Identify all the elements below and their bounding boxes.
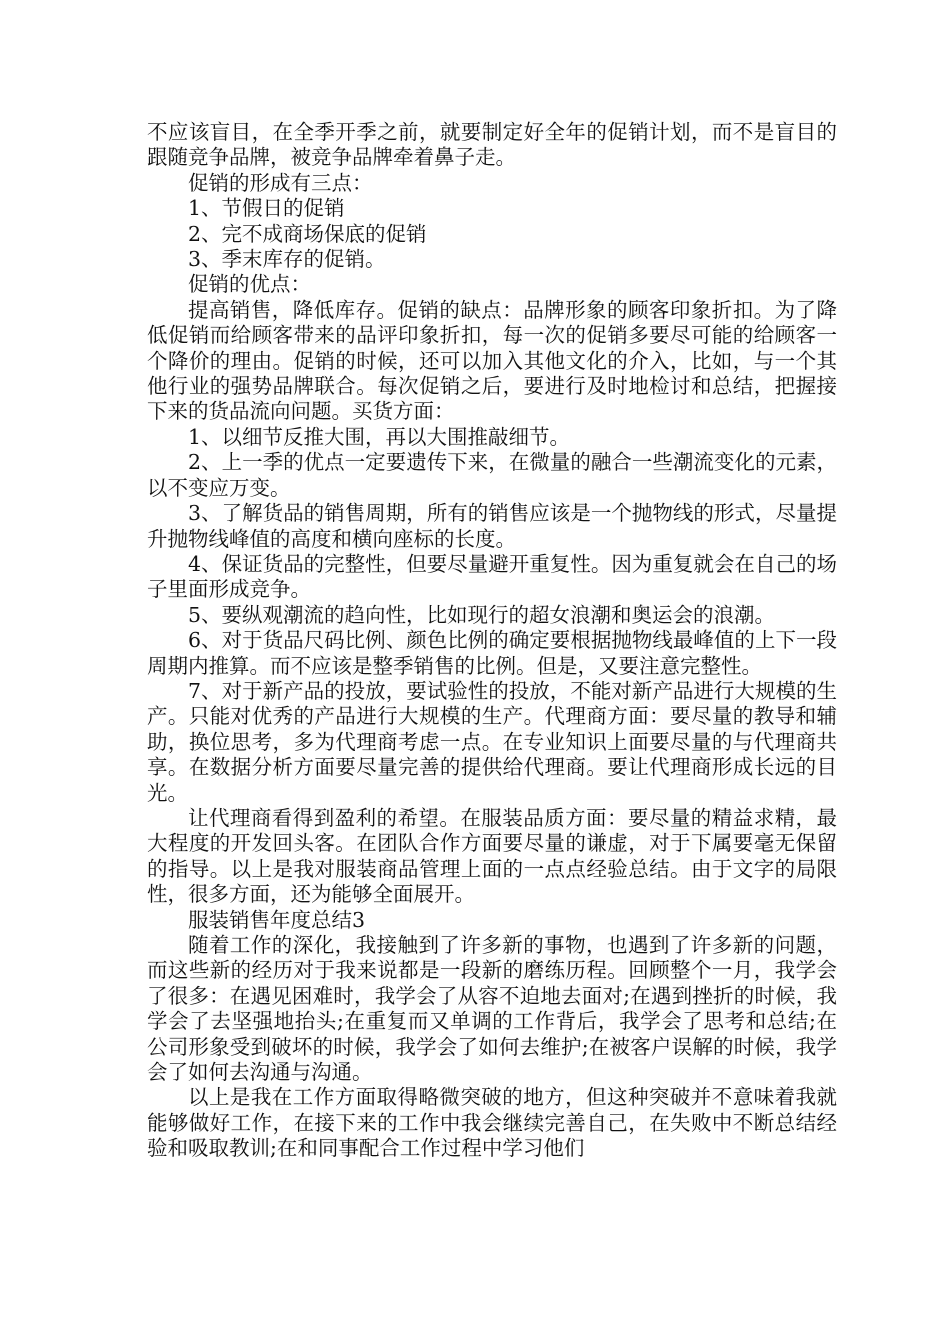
list-item: 7、对于新产品的投放，要试验性的投放，不能对新产品进行大规模的生产。只能对优秀的产品进行大规模的生产。代理商方面：要尽量的教导和辅助，换位思考，多为代理商考虑一点。在专业知识上面要尽量的与代理商共享。在数据分析方面要尽量完善的提供给代理商。要让代理商形成长远的目光。	[147, 678, 837, 805]
paragraph: 以上是我在工作方面取得略微突破的地方，但这种突破并不意味着我就能够做好工作，在接下来的工作中我会继续完善自己，在失败中不断总结经验和吸取教训;在和同事配合工作过程中学习他们	[147, 1085, 837, 1161]
list-item: 5、要纵观潮流的趋向性，比如现行的超女浪潮和奥运会的浪潮。	[188, 602, 776, 627]
paragraph: 不应该盲目，在全季开季之前，就要制定好全年的促销计划，而不是盲目的跟随竞争品牌，被竞争品牌牵着鼻子走。	[147, 120, 837, 170]
document-page	[147, 120, 837, 1162]
list-item: 4、保证货品的完整性，但要尽量避开重复性。因为重复就会在自己的场子里面形成竞争。	[147, 551, 837, 602]
list-item: 3、季末库存的促销。	[188, 247, 386, 272]
list-item: 1、以细节反推大围，再以大围推敲细节。	[188, 424, 571, 449]
list-item: 3、了解货品的销售周期，所有的销售应该是一个抛物线的形式，尽量提升抛物线峰值的高度和横向座标的长度。	[147, 501, 837, 551]
section-heading: 服装销售年度总结3	[188, 907, 366, 932]
paragraph: 提高销售，降低库存。促销的缺点：品牌形象的顾客印象折扣。为了降低促销而给顾客带来的品评印象折扣，每一次的促销多要尽可能的给顾客一个降价的理由。促销的时候，还可以加入其他文化的介入，比如，与一个其他行业的强势品牌联合。每次促销之后，要进行及时地检讨和总结，把握接下来的货品流向问题。买货方面：	[147, 297, 837, 424]
list-item: 6、对于货品尺码比例、颜色比例的确定要根据抛物线最峰值的上下一段周期内推算。而不应该是整季销售的比例。但是，又要注意完整性。	[147, 628, 837, 678]
paragraph: 促销的形成有三点：	[188, 170, 373, 195]
paragraph: 让代理商看得到盈利的希望。在服装品质方面：要尽量的精益求精，最大程度的开发回头客。在团队合作方面要尽量的谦虚，对于下属要毫无保留的指导。以上是我对服装商品管理上面的一点点经验总结。由于文字的局限性，很多方面，还为能够全面展开。	[147, 805, 837, 907]
paragraph: 促销的优点：	[188, 272, 311, 297]
paragraph: 随着工作的深化，我接触到了许多新的事物，也遇到了许多新的问题，而这些新的经历对于我来说都是一段新的磨练历程。回顾整个一月，我学会了很多：在遇见困难时，我学会了从容不迫地去面对;在遇到挫折的时候，我学会了去坚强地抬头;在重复而又单调的工作背后，我学会了思考和总结;在公司形象受到破坏的时候，我学会了如何去维护;在被客户误解的时候，我学会了如何去沟通与沟通。	[147, 933, 837, 1085]
list-item: 2、完不成商场保底的促销	[188, 221, 427, 246]
list-item: 2、上一季的优点一定要遗传下来，在微量的融合一些潮流变化的元素，以不变应万变。	[147, 450, 837, 500]
list-item: 1、节假日的促销	[188, 196, 345, 221]
